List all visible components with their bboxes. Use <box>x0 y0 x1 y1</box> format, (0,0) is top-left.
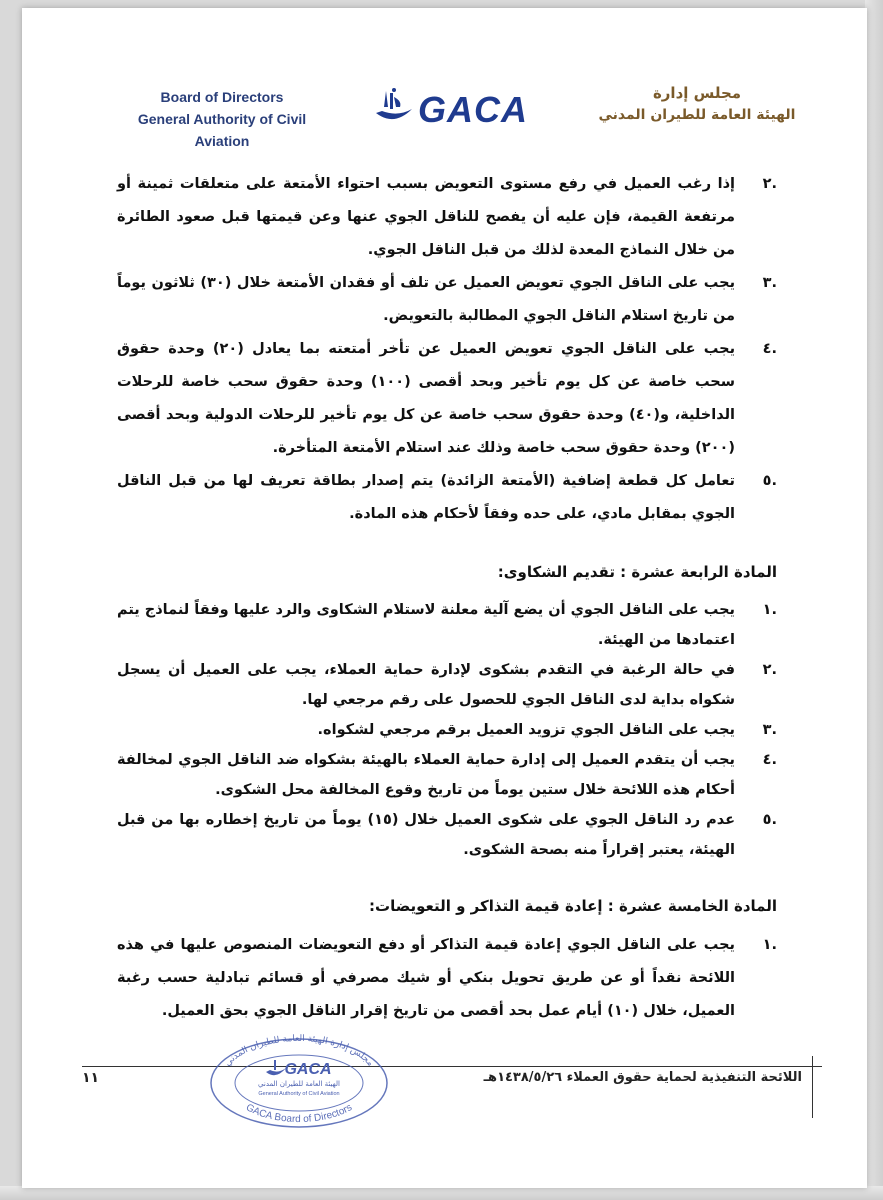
scan-right-edge <box>865 0 883 1200</box>
list-item <box>117 465 777 531</box>
list-item <box>117 655 777 715</box>
arabic-title-line1: مجلس إدارة <box>652 84 742 102</box>
item-number: .٣ <box>762 275 777 291</box>
list-item <box>117 745 777 805</box>
footer-vertical-divider <box>812 1056 813 1118</box>
document-body <box>117 168 777 1028</box>
english-title-line2: General Authority of Civil Aviation <box>137 111 307 149</box>
item-text: يجب على الناقل الجوي أن يضع آلية معلنة لاستلام الشكاوى والرد عليها وفقاً لنماذج يتم اعتمادها من الهيئة. <box>117 602 735 648</box>
item-text: عدم رد الناقل الجوي على شكوى العميل خلال (١٥) يوماً من تاريخ إخطاره بها من قبل الهيئة، يعتبر إقراراً منه بصحة الشكوى. <box>117 812 735 858</box>
list-item <box>117 805 777 865</box>
item-number: .٥ <box>762 473 777 489</box>
item-number: .٤ <box>762 752 777 768</box>
list-item <box>117 715 777 745</box>
list-item <box>117 168 777 267</box>
article-15-items <box>117 929 777 1028</box>
document-page <box>22 8 867 1188</box>
letterhead <box>22 78 867 148</box>
footer-divider <box>82 1066 822 1067</box>
stamp-arabic-line: الهيئة العامة للطيران المدني <box>258 1080 340 1088</box>
arabic-title <box>577 82 817 126</box>
item-text: يجب أن يتقدم العميل إلى إدارة حماية العملاء بالهيئة بشكواه ضد الناقل الجوي لمخالفة أحكام هذه اللائحة خلال ستين يوماً من تاريخ وقوع المخالفة محل الشكوى. <box>117 752 735 798</box>
stamp-emblem-icon <box>266 1060 286 1075</box>
gaca-emblem-icon <box>372 83 416 133</box>
list-item <box>117 333 777 465</box>
item-text: إذا رغب العميل في رفع مستوى التعويض بسبب احتواء الأمتعة على متعلقات ثمينة أو مرتفعة القيمة، فإن عليه أن يفصح للناقل الجوي عنها وعن قيمتها قبل صعود الطائرة من خلال النماذج المعدة لذلك من قبل الناقل الجوي. <box>117 176 735 258</box>
page-number: ١١ <box>82 1070 100 1086</box>
article-14-title: المادة الرابعة عشرة : تقديم الشكاوى: <box>497 563 777 581</box>
item-number: .٥ <box>762 812 777 828</box>
section-baggage-items <box>117 168 777 531</box>
item-number: .١ <box>762 602 777 618</box>
item-number: .٣ <box>762 722 777 738</box>
item-text: في حالة الرغبة في التقدم بشكوى لإدارة حماية العملاء، يجب على العميل أن يسجل شكواه بداية لدى الناقل الجوي للحصول على رقم مرجعي لها. <box>117 662 735 708</box>
scan-bottom-edge <box>0 1186 883 1200</box>
stamp-logo: GACA <box>284 1061 332 1078</box>
stamp-arc-top: مجلس إدارة الهيئة العامة للطيران المدني <box>222 1033 376 1069</box>
list-item <box>117 595 777 655</box>
item-number: .١ <box>762 937 777 953</box>
english-title <box>122 86 322 152</box>
stamp-english-line: General Authority of Civil Aviation <box>258 1091 340 1097</box>
list-item <box>117 929 777 1028</box>
item-text: يجب على الناقل الجوي تعويض العميل عن تلف أو فقدان الأمتعة خلال (٣٠) ثلاثون يوماً من تاريخ استلام الناقل الجوي المطالبة بالتعويض. <box>117 275 736 324</box>
official-stamp <box>204 1028 394 1128</box>
list-item <box>117 267 777 333</box>
arabic-title-line2: الهيئة العامة للطيران المدني <box>598 107 796 123</box>
gaca-logo <box>372 83 542 133</box>
item-text: تعامل كل قطعة إضافية (الأمتعة الزائدة) يتم إصدار بطاقة تعريف لها من قبل الناقل الجوي بمقابل مادي، على حده وفقاً لأحكام هذه المادة. <box>117 473 735 522</box>
article-15-title: المادة الخامسة عشرة : إعادة قيمة التذاكر و التعويضات: <box>369 897 777 915</box>
footer-text: اللائحة التنفيذية لحماية حقوق العملاء ١٤٣٨/٥/٢٦هـ <box>483 1070 802 1085</box>
item-number: .٢ <box>762 662 777 678</box>
item-text: يجب على الناقل الجوي إعادة قيمة التذاكر أو دفع التعويضات المنصوص عليها في هذه اللائحة نقداً أو عن طريق تحويل بنكي أو شيك مصرفي أو قسائم تبادلية حسب رغبة العميل، خلال (١٠) أيام عمل بحد أقصى من تاريخ إقرار الناقل الجوي بحق العميل. <box>117 937 735 1019</box>
item-number: .٤ <box>762 341 777 357</box>
english-title-line1: Board of Directors <box>160 89 284 105</box>
gaca-logo-text: GACA <box>418 89 528 130</box>
item-text: يجب على الناقل الجوي تزويد العميل برقم مرجعي لشكواه. <box>317 722 735 738</box>
article-14-items <box>117 595 777 865</box>
item-number: .٢ <box>762 176 777 192</box>
item-text: يجب على الناقل الجوي تعويض العميل عن تأخر أمتعته بما يعادل (٢٠) وحدة حقوق سحب خاصة عن كل يوم تأخير وبحد أقصى (١٠٠) وحدة حقوق سحب خاصة للرحلات الداخلية، و(٤٠) وحدة حقوق سحب خاصة عن كل يوم تأخير للرحلات الدولية وبحد أقصى (٢٠٠) وحدة حقوق سحب خاصة وذلك عند استلام الأمتعة المتأخرة. <box>117 341 736 456</box>
stamp-arc-bottom: GACA Board of Directors <box>243 1102 355 1126</box>
